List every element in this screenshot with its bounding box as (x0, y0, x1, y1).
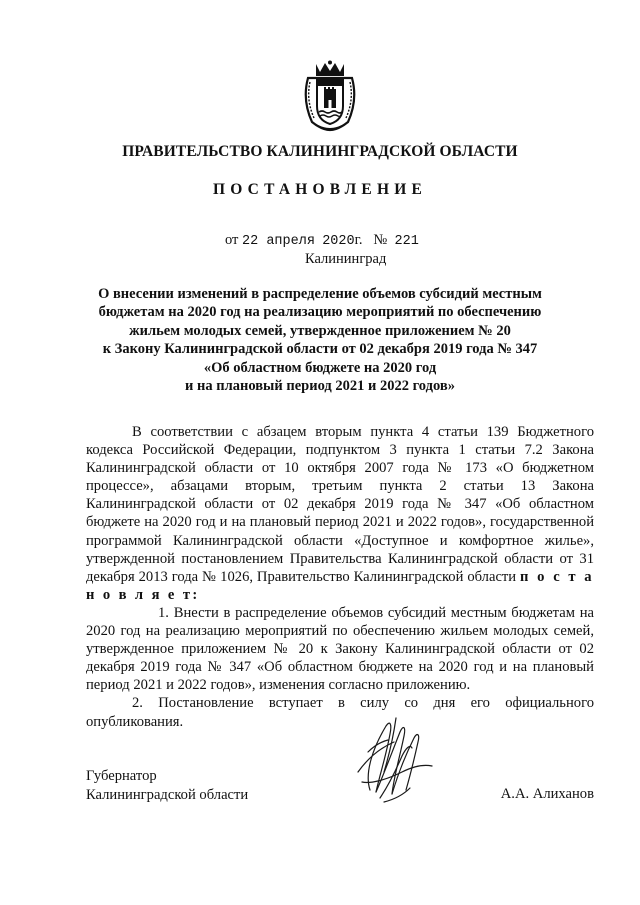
document-city: Калининград (305, 251, 387, 267)
resolves-phrase: п о с т а н о в л я е т: (86, 568, 594, 603)
title-line: «Об областном бюджете на 2020 год (203, 359, 437, 376)
position-line: Губернатор (86, 768, 157, 784)
clause-number: 2. (132, 695, 143, 712)
clause-text: Постановление вступает в силу со дня его официального опубликования. (86, 695, 594, 730)
title-line: О внесении изменений в распределение объемов субсидий местным (98, 286, 542, 302)
title-line: жильем молодых семей, утвержденное приложением № 20 (129, 322, 511, 339)
document-body (86, 423, 594, 731)
organization-name: ПРАВИТЕЛЬСТВО КАЛИНИНГРАДСКОЙ ОБЛАСТИ (122, 143, 518, 160)
title-line: и на плановый период 2021 и 2022 годов» (185, 378, 455, 395)
year-suffix: г. (354, 232, 363, 248)
title-line: бюджетам на 2020 год на реализацию мероприятий по обеспечению (98, 304, 542, 321)
preamble-paragraph (86, 423, 594, 604)
document-title (80, 285, 560, 395)
clause-number: 1. (158, 604, 169, 621)
signatory-name: А.А. Алиханов (500, 786, 594, 802)
clause-1 (86, 604, 594, 694)
date-prefix: от (225, 232, 239, 248)
title-line: к Закону Калининградской области от 02 декабря 2019 года № 347 (102, 341, 538, 358)
document-year: 2020 (322, 234, 355, 249)
preamble-text: В соответствии с абзацем вторым пункта 4 статьи 139 Бюджетного кодекса Российской Федерации, подпунктом 3 пункта 1 статьи 7.2 Закона Калининградской области от 10 октября 2007 года № 173 «О бюджетном процессе», абзацами вторым, третьим пункта 2 статьи 13 Закона Калининградской области от 02 декабря 2019 года № 347 «Об областном бюджете на 2020 год и на плановый период 2021 и 2022 годов», государственной программой Калининградской области «Доступное и комфортное жилье», утвержденной постановлением Правительства Калининградской области от 31 декабря 2013 года № 1026, Правительство Калининградской области (86, 424, 594, 585)
handwritten-signature-icon (340, 712, 445, 807)
document-dateline (225, 232, 419, 249)
signatory-position (86, 767, 248, 805)
document-date: 22 апреля (242, 234, 315, 249)
clause-text: Внести в распределение объемов субсидий местным бюджетам на 2020 год на реализацию мероприятий по обеспечению жильем молодых семей, утвержденное приложением № 20 к Закону Калининградской области от 02 декабря 2019 года № 347 «Об областном бюджете на 2020 год и на плановый период 2021 и 2022 годов», изменения согласно приложению. (86, 604, 594, 694)
position-line: Калининградской области (86, 787, 249, 803)
document-number: 221 (394, 234, 419, 249)
document-type: ПОСТАНОВЛЕНИЕ (212, 181, 428, 198)
coat-of-arms-icon (302, 60, 358, 132)
number-sign: № (373, 232, 388, 248)
